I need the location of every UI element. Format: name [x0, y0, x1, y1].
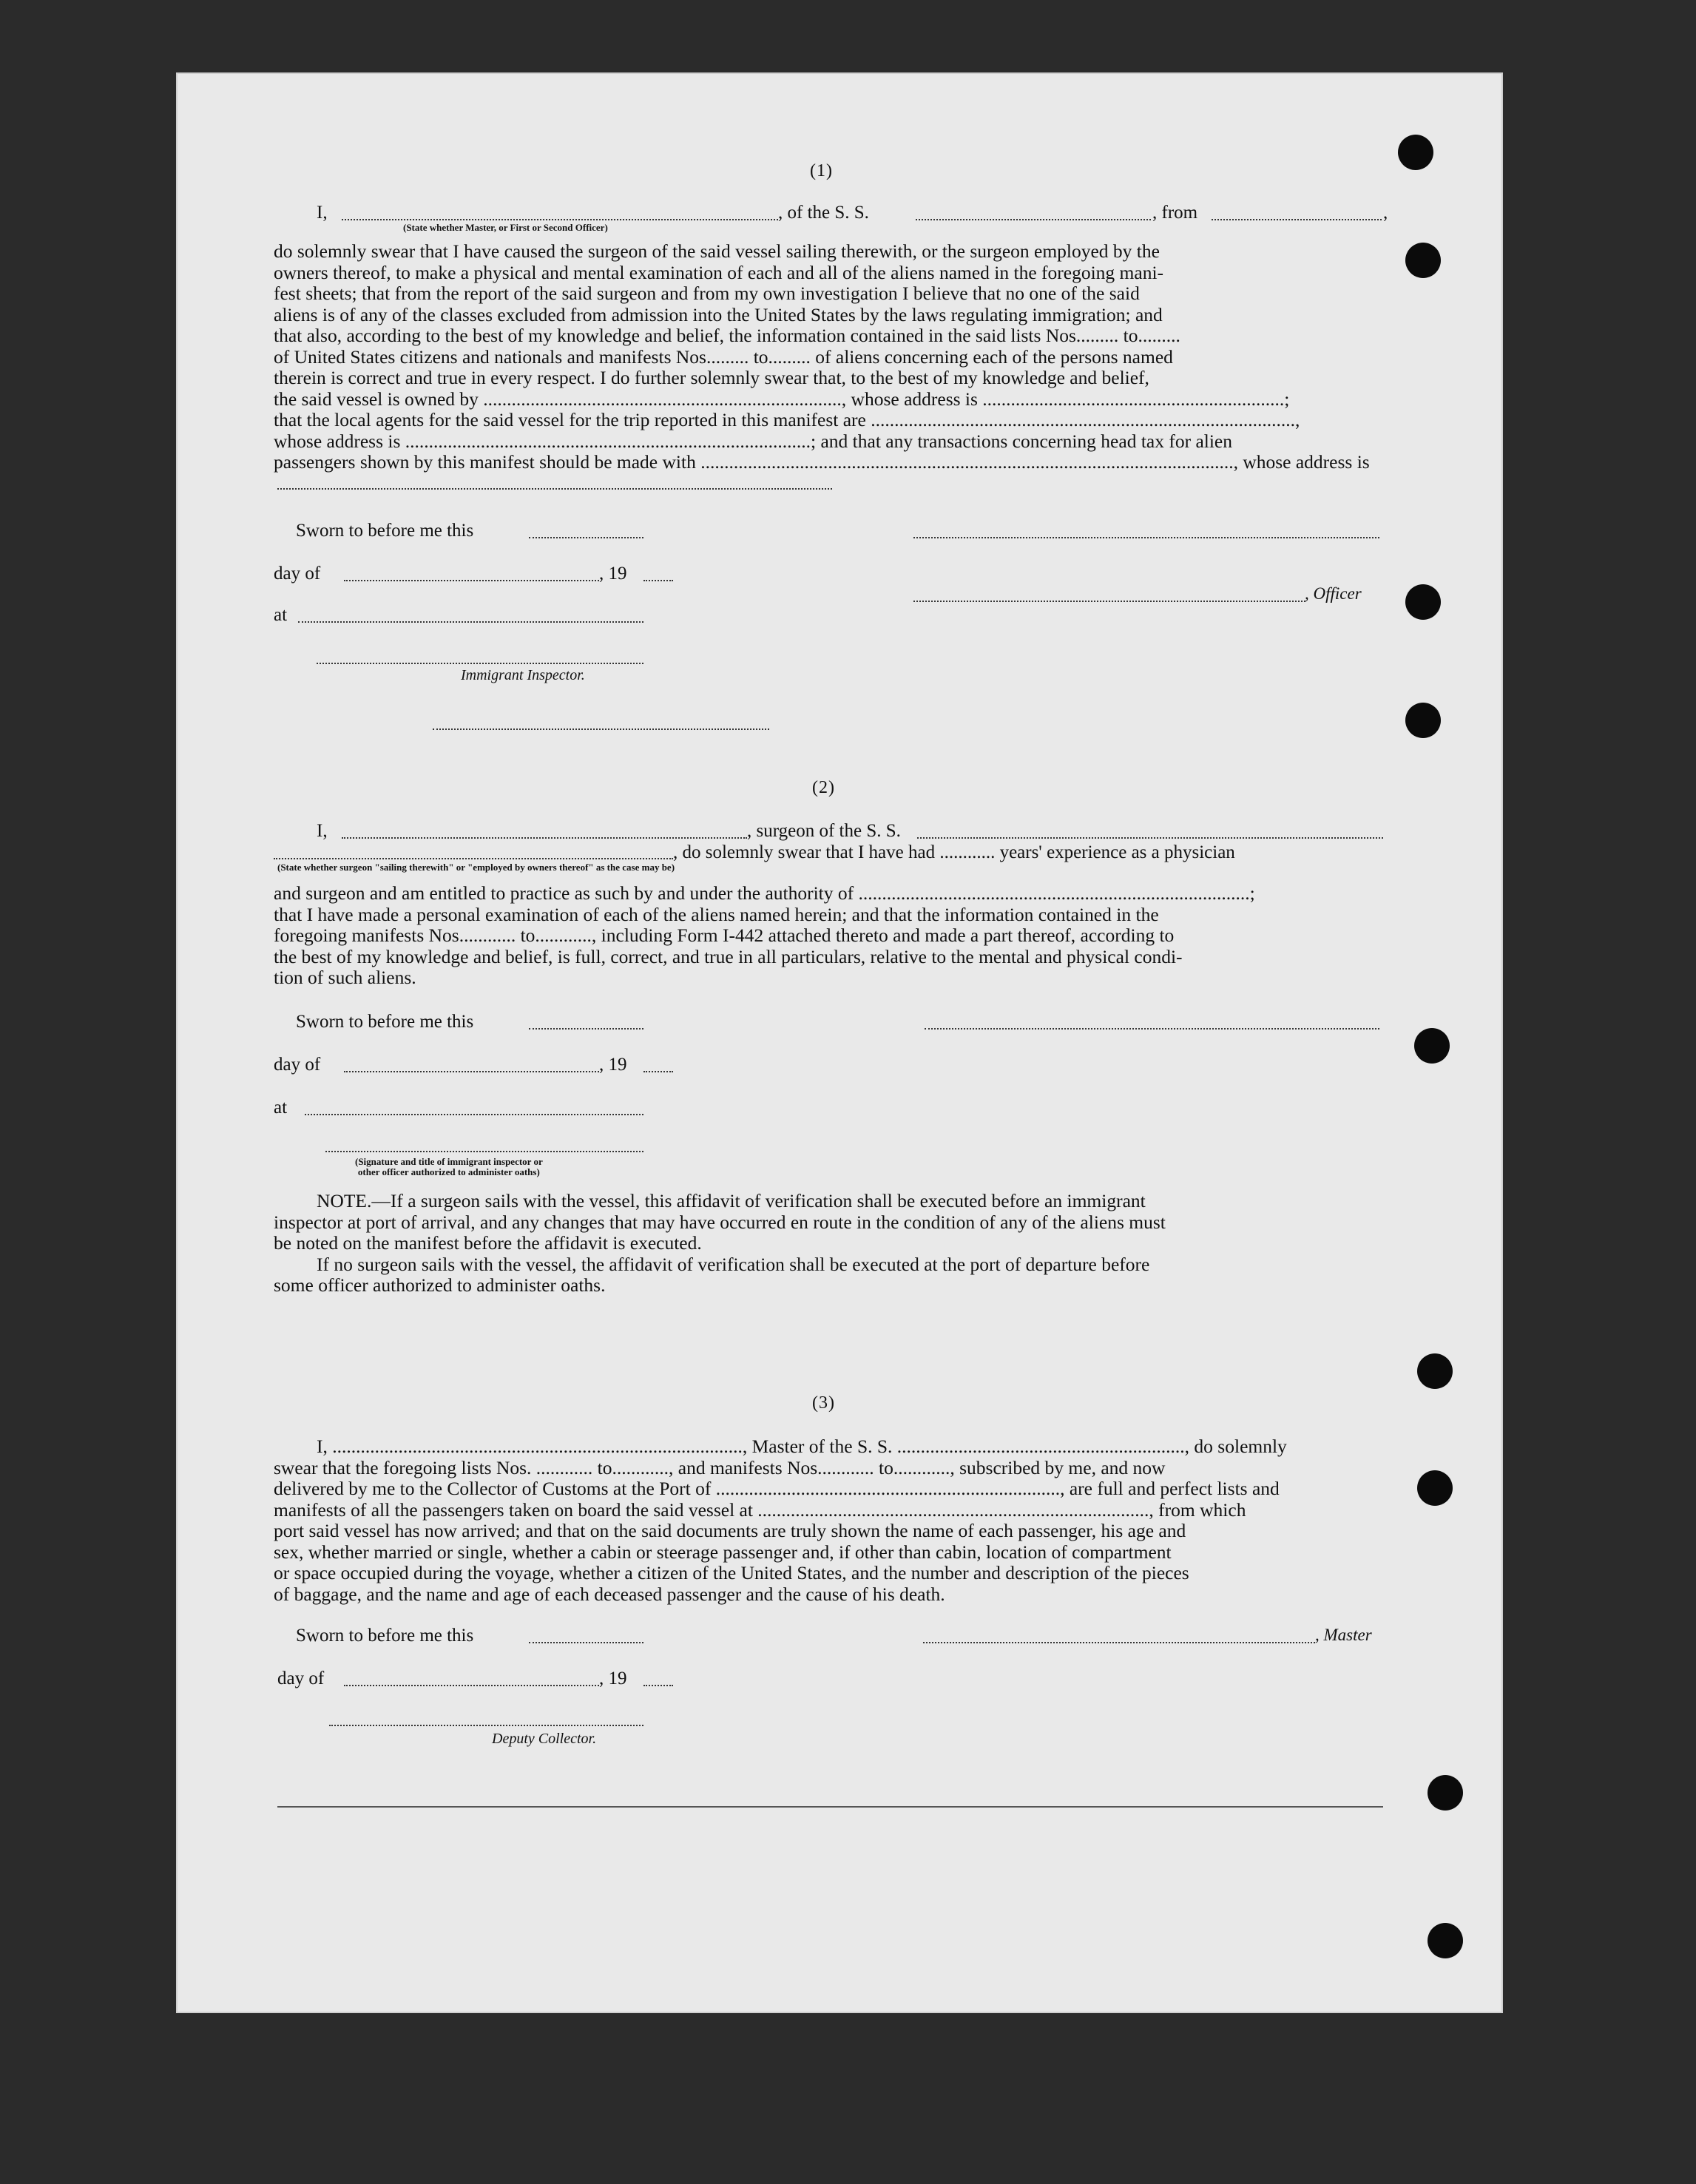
- s1-sworn-label: Sworn to before me this: [296, 521, 474, 541]
- s2-surgeon-signature-line[interactable]: [925, 1028, 1379, 1030]
- s1-day-of-label: day of: [274, 564, 321, 584]
- s2-day-line[interactable]: [344, 1071, 599, 1072]
- section-3-number: (3): [812, 1393, 835, 1413]
- s1-para-line: that also, according to the best of my knowledge and belief, the information contained in the said lists Nos......... to.........: [274, 325, 1180, 346]
- s1-officer-title: , Officer: [1305, 584, 1362, 603]
- s1-para-line: fest sheets; that from the report of the said surgeon and from my own investigation I believe that no one of the said: [274, 283, 1140, 304]
- binder-hole: [1417, 1470, 1453, 1506]
- s3-para-line: I, ......................................................................................., Master of the S. S. ............................................................., do solemnly: [317, 1436, 1287, 1457]
- s1-at-line[interactable]: [298, 621, 643, 623]
- bottom-rule: [277, 1806, 1383, 1808]
- s2-at-label: at: [274, 1098, 288, 1118]
- s1-para-line: therein is correct and true in every respect. I do further solemnly swear that, to the best of my knowledge and belief,: [274, 368, 1149, 388]
- s2-note-line: inspector at port of arrival, and any changes that may have occurred en route in the condition of any of the aliens must: [274, 1211, 1166, 1233]
- s1-day-line[interactable]: [344, 580, 599, 581]
- s3-master-title: , Master: [1315, 1626, 1372, 1644]
- s2-note-line: If no surgeon sails with the vessel, the affidavit of verification shall be executed at the port of departure before: [317, 1254, 1150, 1275]
- s3-sworn-label: Sworn to before me this: [296, 1626, 474, 1646]
- s2-surgeon-note: (State whether surgeon "sailing therewith" or "employed by owners thereof" as the case may be): [277, 862, 675, 873]
- s2-surgeon-name-line[interactable]: [342, 837, 747, 839]
- s1-para-line: aliens is of any of the classes excluded from admission into the United States by the laws regulating immigration; and: [274, 304, 1163, 325]
- s3-year-line[interactable]: [643, 1685, 673, 1686]
- s1-para-line: whose address is ......................................................................................; and that any transactions concerning head tax for alien: [274, 430, 1233, 452]
- s1-at-label: at: [274, 605, 288, 625]
- s2-signature-note-line: other officer authorized to administer oaths): [357, 1166, 540, 1177]
- s3-para-line: of baggage, and the name and age of each deceased passenger and the cause of his death.: [274, 1583, 945, 1605]
- s3-sworn-date-line[interactable]: [529, 1642, 643, 1643]
- s3-para-line: or space occupied during the voyage, whether a citizen of the United States, and the number and description of the pieces: [274, 1563, 1189, 1583]
- s1-inspector-signature-line[interactable]: [317, 663, 643, 664]
- s3-day-line[interactable]: [344, 1685, 599, 1686]
- section-2-number: (2): [812, 778, 835, 797]
- binder-hole: [1405, 703, 1441, 738]
- s3-oath-paragraph: [274, 1436, 1383, 1605]
- s3-deputy-signature-line[interactable]: [329, 1725, 643, 1726]
- s2-para-line: and surgeon and am entitled to practice as such by and under the authority of ...................................................................................;: [274, 883, 1255, 904]
- s2-para-line: tion of such aliens.: [274, 967, 416, 988]
- s1-para-line: passengers shown by this manifest should be made with ................................................................................................................., whose address is: [274, 452, 1370, 473]
- s3-para-line: sex, whether married or single, whether a cabin or steerage passenger and, if other than cabin, location of compartment: [274, 1541, 1172, 1563]
- s1-para-line: that the local agents for the said vessel for the trip reported in this manifest are ..........................................................................................,: [274, 410, 1300, 430]
- s1-i-label: I,: [317, 203, 328, 223]
- s1-year-label: , 19: [599, 564, 627, 584]
- s3-master-signature-line[interactable]: [923, 1642, 1315, 1643]
- s1-officer-signature-line-2[interactable]: [913, 601, 1305, 602]
- binder-hole: [1417, 1353, 1453, 1389]
- s1-inspector-title: Immigrant Inspector.: [461, 667, 585, 683]
- s1-officer-note: (State whether Master, or First or Second Officer): [403, 222, 608, 233]
- s2-para-line: foregoing manifests Nos............ to............, including Form I-442 attached thereto and made a part thereof, according to: [274, 925, 1175, 946]
- s2-note-line: some officer authorized to administer oaths.: [274, 1275, 606, 1296]
- s2-authority-signature-line[interactable]: [325, 1151, 643, 1152]
- s1-para-line: the said vessel is owned by ............................................................................, whose address is ................................................................;: [274, 388, 1290, 410]
- s2-note-line: NOTE.—If a surgeon sails with the vessel, this affidavit of verification shall be executed before an immigrant: [317, 1191, 1146, 1211]
- s2-i-label: I,: [317, 821, 328, 841]
- s1-para-line: owners thereof, to make a physical and mental examination of each and all of the aliens named in the foregoing mani-: [274, 262, 1164, 283]
- s1-from-label: , from: [1152, 203, 1198, 223]
- s1-oath-paragraph: [274, 241, 1383, 473]
- s1-para-line: do solemnly swear that I have caused the surgeon of the said vessel sailing therewith, or the surgeon employed by the: [274, 241, 1160, 262]
- s3-year-label: , 19: [599, 1669, 627, 1688]
- s1-para-line: of United States citizens and nationals and manifests Nos......... to......... of aliens concerning each of the persons named: [274, 346, 1173, 368]
- s2-note-paragraph: [274, 1191, 1383, 1296]
- s2-para-line: the best of my knowledge and belief, is full, correct, and true in all particulars, relative to the mental and physical condi-: [274, 946, 1183, 967]
- s3-para-line: port said vessel has now arrived; and that on the said documents are truly shown the name of each passenger, his age and: [274, 1521, 1186, 1541]
- s3-para-line: delivered by me to the Collector of Customs at the Port of ........................................................................., are full and perfect lists and: [274, 1478, 1280, 1499]
- s3-deputy-title: Deputy Collector.: [492, 1731, 597, 1747]
- s2-signature-note-line: (Signature and title of immigrant inspector or: [355, 1156, 543, 1167]
- s2-surgeon-of-label: , surgeon of the S. S.: [747, 821, 901, 841]
- manifest-back-page: [178, 74, 1501, 2012]
- s2-sworn-date-line[interactable]: [529, 1028, 643, 1030]
- s2-sworn-label: Sworn to before me this: [296, 1012, 474, 1032]
- s1-sworn-date-line[interactable]: [529, 537, 643, 538]
- s2-note-line: be noted on the manifest before the affidavit is executed.: [274, 1233, 702, 1254]
- binder-hole: [1405, 584, 1441, 620]
- s1-address-line[interactable]: [277, 488, 832, 490]
- s1-vessel-name-line[interactable]: [916, 219, 1151, 220]
- s2-oath-paragraph: [274, 883, 1383, 989]
- binder-hole: [1405, 243, 1441, 278]
- s1-year-line[interactable]: [643, 580, 673, 581]
- s2-status-line[interactable]: [274, 858, 673, 859]
- s1-from-port-line[interactable]: [1212, 219, 1382, 220]
- s1-officer-signature-line-1[interactable]: [913, 537, 1379, 538]
- s1-line-end: ,: [1383, 203, 1388, 223]
- s1-of-ss-label: , of the S. S.: [778, 203, 869, 223]
- s2-at-line[interactable]: [305, 1114, 643, 1115]
- s3-para-line: swear that the foregoing lists Nos. ............ to............, and manifests Nos............ to............, subscribed by me, and now: [274, 1457, 1166, 1478]
- binder-hole: [1398, 135, 1433, 170]
- s2-para-line: that I have made a personal examination of each of the aliens named herein; and that the information contained in the: [274, 904, 1159, 925]
- s3-day-of-label: day of: [277, 1669, 325, 1688]
- section-1-number: (1): [810, 161, 833, 180]
- s3-para-line: manifests of all the passengers taken on board the said vessel at ..................................................................................., from which: [274, 1499, 1246, 1521]
- separator-dots: [433, 728, 769, 730]
- s2-year-label: , 19: [599, 1055, 627, 1075]
- s2-day-of-label: day of: [274, 1055, 321, 1075]
- s1-officer-name-line[interactable]: [342, 219, 778, 220]
- s2-vessel-name-line[interactable]: [917, 837, 1383, 839]
- s2-signature-note: [355, 1157, 543, 1177]
- binder-hole: [1414, 1028, 1450, 1064]
- s2-experience-text: , do solemnly swear that I have had ............ years' experience as a physician: [673, 842, 1235, 862]
- binder-hole: [1428, 1775, 1463, 1811]
- binder-hole: [1428, 1923, 1463, 1958]
- s2-year-line[interactable]: [643, 1071, 673, 1072]
